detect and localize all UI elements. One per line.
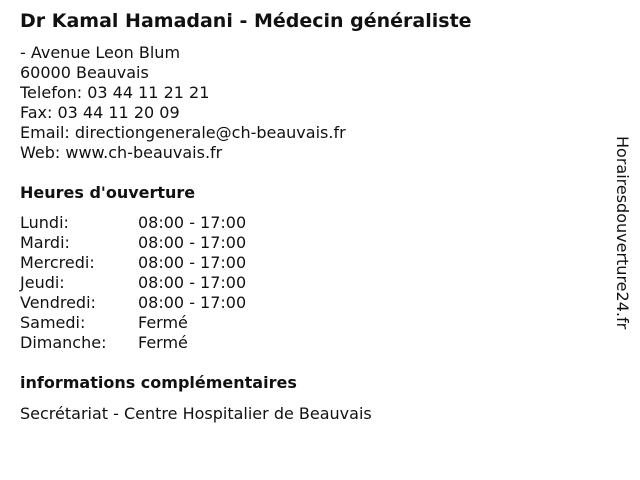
- phone-number: Telefon: 03 44 11 21 21: [20, 83, 210, 102]
- day-hours: 08:00 - 17:00: [138, 233, 247, 252]
- day-hours: 08:00 - 17:00: [138, 273, 247, 292]
- day-hours: 08:00 - 17:00: [138, 213, 247, 232]
- hours-row-wednesday: [20, 253, 246, 273]
- day-label: Dimanche:: [20, 333, 107, 352]
- day-hours: Fermé: [138, 333, 188, 352]
- hours-heading: Heures d'ouverture: [20, 183, 196, 202]
- address-city: 60000 Beauvais: [20, 63, 149, 82]
- day-hours: 08:00 - 17:00: [138, 293, 247, 312]
- day-label: Vendredi:: [20, 293, 96, 312]
- info-text: Secrétariat - Centre Hospitalier de Beauvais: [20, 404, 372, 423]
- website: Web: www.ch-beauvais.fr: [20, 143, 223, 162]
- email-address: Email: directiongenerale@ch-beauvais.fr: [20, 123, 346, 142]
- day-hours: 08:00 - 17:00: [138, 253, 247, 272]
- page-title: Dr Kamal Hamadani - Médecin généraliste: [20, 10, 472, 32]
- day-label: Lundi:: [20, 213, 69, 232]
- fax-number: Fax: 03 44 11 20 09: [20, 103, 180, 122]
- hours-row-thursday: [20, 273, 246, 293]
- day-label: Mercredi:: [20, 253, 95, 272]
- info-heading: informations complémentaires: [20, 373, 297, 392]
- day-hours: Fermé: [138, 313, 188, 332]
- hours-row-friday: [20, 293, 246, 313]
- opening-hours-list: [20, 213, 246, 353]
- hours-row-monday: [20, 213, 246, 233]
- day-label: Jeudi:: [20, 273, 65, 292]
- site-watermark: Horairesdouverture24.fr: [613, 136, 632, 330]
- day-label: Mardi:: [20, 233, 70, 252]
- contact-details: [20, 43, 346, 163]
- hours-row-sunday: [20, 333, 246, 353]
- hours-row-tuesday: [20, 233, 246, 253]
- hours-row-saturday: [20, 313, 246, 333]
- day-label: Samedi:: [20, 313, 86, 332]
- address-street: - Avenue Leon Blum: [20, 43, 181, 62]
